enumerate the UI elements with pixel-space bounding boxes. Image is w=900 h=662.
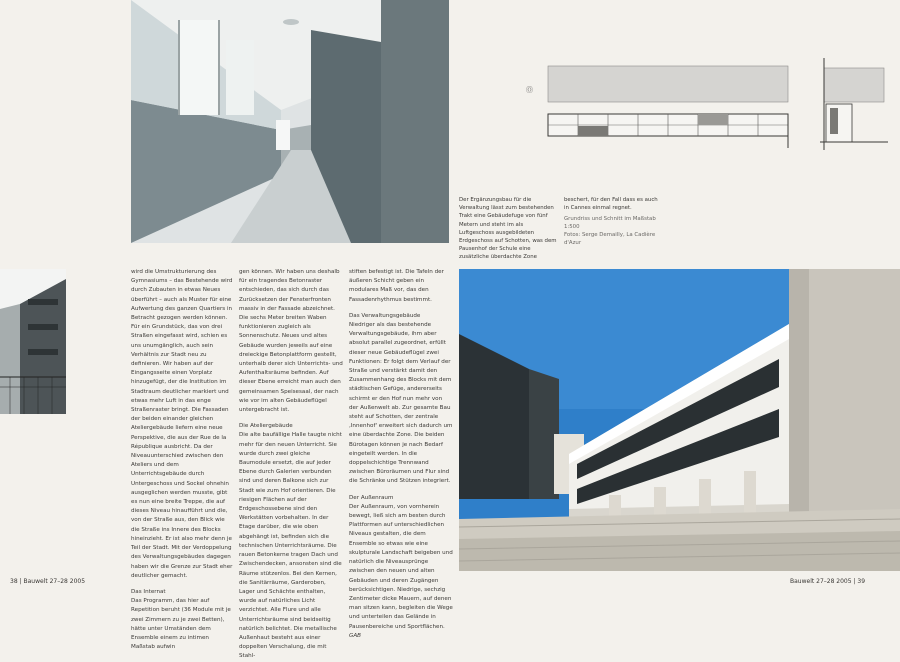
text-column-2 [239,268,343,662]
text-column-3 [349,268,453,641]
paragraph: Der Außenraum, von vornherein bewegt, ließ sich am besten durch Plattformen auf unterschiedlichen Niveaus gestalten, die dem Ensemble so etwas wie eine skulpturale Landschaft beigeben und natürlich die Niveausprünge zwischen den neuen und alten Gebäuden und deren Zugängen berücksichtigen. Niedrige, sechzig Zentimeter dicke Mauern, auf denen man sitzen kann, begleiten die Wege und unterteilen das Gelände in Pausenbereiche und Sportflächen. GAB [349,503,453,639]
caption-col-2: beschert, für den Fall dass es auch in Cannes einmal regnet. [564,197,658,212]
corridor-photo [131,0,449,243]
paragraph: gen können. Wir haben uns deshalb für ein tragendes Betonraster entschieden, das sich durch das Zurücksetzen der Fensterfronten massiv in der Fassade abzeichnet. Die sechs Meter breiten Waben funktionieren zugleich als Sonnenschutz. Neues und altes Gebäude wurden jeweils auf eine dreieckige Betonplattform gestellt, unterhalb derer sich Unterrichts- und Aufenthaltsräume befinden. Auf dieser Ebene erreicht man auch den gemeinsamen Speisesaal, der nach wie vor im alten Gebäudeflügel untergebracht ist. [239,269,343,414]
section-drawing [820,58,888,150]
caption-scale: Grundriss und Schnitt im Maßstab 1:500 [564,216,656,231]
paragraph: Das Programm, das hier auf Repetition beruht (36 Module mit je zwei Zimmern zu je zwei Betten), hätte unter Umständen dem Ensemble einem zu intimen Maßstab aufwin [131,598,231,651]
gallery-photo [0,269,66,414]
paragraph: Die alte baufällige Halle taugte nicht mehr für den neuen Unterricht. Sie wurde durch zwei gleiche Baumodule ersetzt, die auf jeder Ebene durch Galerien verbunden sind und deren Balkone sich zur Stadt wie zum Hof orientieren. Die riesigen Flächen auf der Erdgeschossebene sind den Werkstätten vorbehalten. In der Etage darüber, die wie oben abgehängt ist, befinden sich die technischen Unterrichtsräume. Die rauen Betonkerne tragen Dach und Zwischendecken, ansonsten sind die Räume stützenlos. Bei den Kernen, die Sanitärräume, Garderoben, Lager und Schächte enthalten, wurde auf natürliches Licht verzichtet. Alle Flure und alle Unterrichtsräume sind beidseitig natürlich belichtet. Die metallische Außenhaut besteht aus einer doppelten Verschalung, die mit Stahl- [239,432,342,660]
folio-right: Bauwelt 27–28 2005 | 39 [790,578,866,585]
caption-col-1: Der Ergänzungsbau für die Verwaltung lässt zum bestehenden Trakt eine Gebäudefuge von fünf Metern und steht im als Luftgeschoss ausgebildeten Erdgeschoss auf Schotten, was dem Pausenhof der Schule eine zusätzliche überdachte Zone [459,197,557,261]
paragraph: Für ein Grundstück, das von drei Straßen eingefasst wird, schien es uns unumgänglich, auch sein Verhältnis zur Stadt neu zu definieren. Wir haben auf der Eingangsseite einen Vorplatz hinzugefügt, der die Institution im Stadtraum deutlicher markiert und etwas mehr Luft in das enge Straßenraster bringt. Die Fassaden der beiden einander gleichen Ateliergebäude liefern eine neue Perspektive, die aus der Rue de la République ausbricht. Da der Niveauunterschied zwischen den Ateliers und dem Unterrichtsgebäude durch Untergeschoss und Sockel ohnehin ausgeglichen werden musste, gibt es nun eine breite Treppe, die auf dieses Niveau hinaufführt und die, von der Straße aus, den Blick wie die Straße ins Innere des Blocks hineinzieht. Er ist also mehr denn je Teil der Stadt. Mit der Verdoppelung des Verwaltungsgebäudes dagegen haben wir die Grenze zur Stadt eher deutlicher gemacht. [131,324,233,579]
caption-credit: Fotos: Serge Demailly, La Cadière d'Azur [564,232,656,247]
paragraph: wird die Umstrukturierung des Gymnasiums – das Bestehende wird durch Zubauten in etwas Neues überführt – auch als Muster für eine Aufwertung des ganzen Quartiers in Betracht gezogen werden können. [131,269,233,322]
subheading: Das Internat [131,588,166,595]
subheading: Die Ateliergebäude [239,423,293,430]
subheading: Der Außenraum [349,494,394,501]
author-signature: GAB [349,632,361,639]
paragraph: stiften befestigt ist. Die Tafeln der äußeren Schicht geben ein modulares Maß vor, das den Fassadenrhythmus bestimmt. [349,269,444,303]
floor-plan-drawing [538,62,800,150]
building-exterior-photo [459,269,900,571]
text-column-1 [131,268,233,652]
paragraph: Niedriger als das bestehende Verwaltungsgebäude, ihm aber absolut parallel zugeordnet, erfüllt dieser neue Gebäudeflügel zwei Funktionen: Er folgt dem Verlauf der Straße und verstärkt damit den Zusammenhang des Blocks mit dem städtischen Gefüge, andererseits schirmt er den Hof nun mehr von der Außenwelt ab. Zur gesamte Bau steht auf Schotten, der zentrale ‚Innenhof' erweitert sich dadurch um eine überdachte Zone. Die beiden Bürotagen können je nach Bedarf eingeteilt werden. In die doppelschichtige Trennwand zwischen Büroräumen und Flur sind die Schränke und Stützen integriert. [349,322,453,485]
subheading: Das Verwaltungsgebäude [349,312,421,319]
plan-section-marker: Ⓞ [526,86,533,94]
folio-left: 38 | Bauwelt 27–28 2005 [10,578,86,585]
